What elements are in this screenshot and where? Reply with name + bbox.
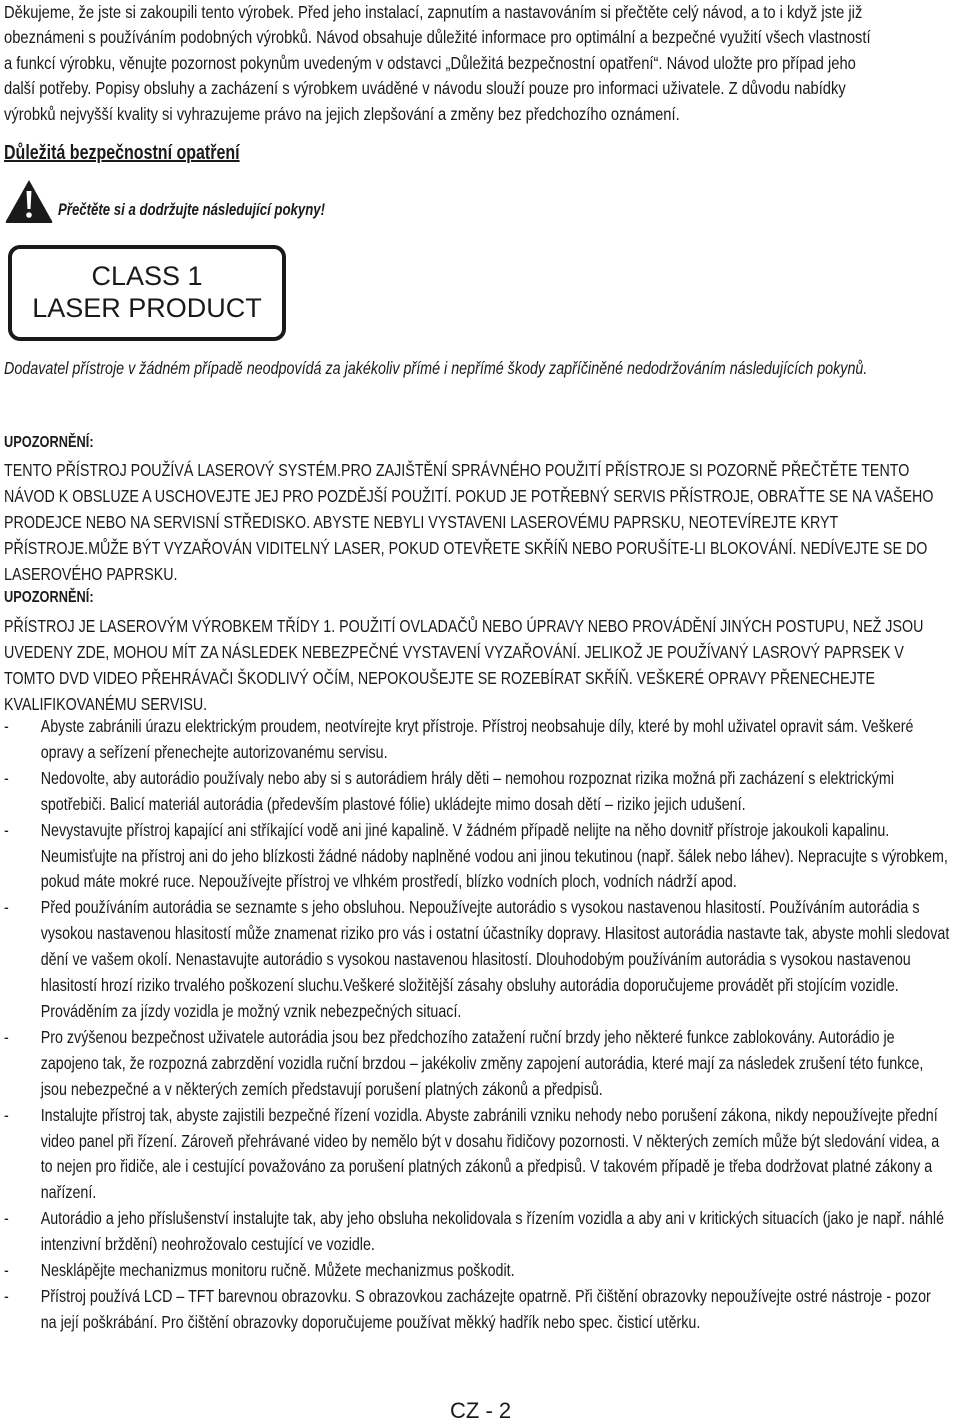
bullet-dash: - [4,767,9,788]
bullet-dash: - [4,897,9,918]
laser-label-line2: LASER PRODUCT [32,293,262,323]
intro-line: a funkcí výrobku, věnujte pozornost pokynům uvedeným v odstavci „Důležitá bezpečnostní opatření“. Návod uložte pro případ jeho [4,52,856,73]
list-item-text: Nesklápějte mechanizmus monitoru ručně. Můžete mechanizmus poškodit. [40,1260,515,1281]
list-item-text: Před používáním autorádia se seznamte s jeho obsluhou. Nepoužívejte autorádio s vysokou nastavenou hlasitostí. Používáním autorádia s vysokou nastavenou hlasitostí může znamenat riziko pro vás i ostatní účastníky dopravy. Hlasitost autorádia nastavte tak, abyste mohli sledovat dění ve vašem okolí. Nenastavujte autorádio s vysokou nastavenou hlasitostí. Dlouhodobým používáním autorádia s vysokou nastavenou hlasitostí hrozí riziko trvalého poškození sluchu.Veškeré složitější zásahy obsluhy autorádia doporučujeme provádět při stojícím vozidle. Prováděním za jízdy vozidla je možný vznik nebezpečných situací. [40,897,950,1021]
safety-heading: Důležitá bezpečnostní opatření [4,142,240,164]
bullet-dash: - [4,1104,9,1125]
list-item-text: Nevystavujte přístroj kapající ani stříkající vodě ani jiné kapalině. V žádném případě nelijte na něho dovnitř přístroje jakoukoli kapalinu. Neumisťujte na přístroj ani do jeho blízkosti žádné nádoby naplněné vodou ani jinou tekutinou (např. šálek nebo láhev). Nepracujte s výrobkem, pokud máte mokré ruce. Nepoužívejte přístroj ve vlhkém prostředí, blízko vodních ploch, vodních nádrží apod. [40,819,948,892]
caution-heading-1: UPOZORNĚNÍ: [4,434,94,451]
laser-label-line1: CLASS 1 [91,261,203,291]
list-item [4,1284,951,1336]
warning-text: Přečtěte si a dodržujte následující pokyny! [58,201,326,219]
caution-text-1: TENTO PŘÍSTROJ POUŽÍVÁ LASEROVÝ SYSTÉM.PRO ZAJIŠTĚNÍ SPRÁVNÉHO POUŽITÍ PŘÍSTROJE SI POZORNĚ PŘEČTĚTE TENTO NÁVOD K OBSLUZE A USCHOVEJTE JEJ PRO POZDĚJŠÍ POUŽITÍ. POKUD JE POTŘEBNÝ SERVIS PŘÍSTROJE, OBRAŤTE SE NA VAŠEHO PRODEJCE NEBO NA SERVISNÍ STŘEDISKO. ABYSTE NEBYLI VYSTAVENI LASEROVÉMU PAPRSKU, NEOTEVÍREJTE KRYT PŘÍSTROJE.MŮŽE BÝT VYZAŘOVÁN VIDITELNÝ LASER, POKUD OTEVŘETE SKŘÍŇ NEBO PORUŠÍTE-LI BLOKOVÁNÍ. NEDÍVEJTE SE DO LASEROVÉHO PAPRSKU. [4,460,934,584]
safety-instructions-list [4,714,951,1336]
bullet-dash: - [4,1026,9,1047]
caution-heading-2: UPOZORNĚNÍ: [4,589,94,606]
laser-class-label [8,245,286,341]
intro-line: Děkujeme, že jste si zakoupili tento výrobek. Před jeho instalací, zapnutím a nastavováním si přečtěte celý návod, a to i když jste již [4,2,863,22]
list-item-text: Autorádio a jeho příslušenství instalujte tak, aby jeho obsluha nekolidovala s řízením vozidla a aby ani v kritických situacích (jako je např. náhlé intenzivní brždění) neohrožovalo cestující ve vozidle. [40,1208,945,1255]
page-number: CZ - 2 [450,1398,512,1423]
caution-text-2: PŘÍSTROJ JE LASEROVÝM VÝROBKEM TŘÍDY 1. POUŽITÍ OVLADAČŮ NEBO ÚPRAVY NEBO PROVÁDĚNÍ JINÝCH POSTUPU, NEŽ JSOU UVEDENY ZDE, MOHOU MÍT ZA NÁSLEDEK NEBEZPEČNÉ VYSTAVENÍ VYZAŘOVÁNÍ. JELIKOŽ JE POUŽÍVANÝ LASROVÝ PAPRSEK V TOMTO DVD VIDEO PŘEHRÁVAČI ŠKODLIVÝ OČÍM, NEPOKOUŠEJTE SE ROZEBÍRAT SKŘÍŇ. VEŠKERÉ OPRAVY PŘENECHEJTE KVALIFIKOVANÉMU SERVISU. [4,616,924,714]
intro-line: výrobků nejvyšší kvality si vyhrazujeme právo na jejich zlepšování a změny bez předchozího oznámení. [4,103,680,124]
intro-line: obeznámeni s používáním podobných výrobků. Návod obsahuje důležité informace pro optimální a bezpečné využití všech vlastností [4,27,871,48]
list-item-text: Instalujte přístroj tak, abyste zajistili bezpečné řízení vozidla. Abyste zabránili vzniku nehody nebo porušení zákona, nikdy nepoužívejte přední video panel při řízení. Zároveň přehrávané video by nemělo být v dosahu řidičovy pozornosti. V některých zemích může být sledování videa, a to nejen pro řidiče, ale i cestující považováno za porušení platných zákonů a předpisů. V takovém případě je třeba dodržovat platné zákony a nařízení. [40,1104,940,1203]
list-item [4,1025,951,1103]
bullet-dash: - [4,1285,9,1306]
list-item-text: Přístroj používá LCD – TFT barevnou obrazovku. S obrazovkou zacházejte opatrně. Při čištění obrazovky nepoužívejte ostré nástroje - pozor na její poškrábání. Pro čištění obrazovky doporučujeme používat měkký hadřík nebo spec. čisticí utěrku. [40,1285,931,1332]
list-item [4,895,951,1025]
intro-line: další potřeby. Popisy obsluhy a zacházení s výrobkem uváděné v návodu slouží pouze pro informaci uživatele. Z důvodu nabídky [4,78,846,99]
warning-icon [4,178,54,224]
list-item [4,1103,951,1207]
list-item-text: Nedovolte, aby autorádio používaly nebo aby si s autorádiem hrály děti – nemohou rozpoznat rizika možná při zacházení s elektrickými spotřebiči. Balicí materiál autorádia (především plastové fólie) ukládejte mimo dosah dětí – riziko jejich udušení. [40,767,895,814]
list-item [4,818,951,896]
bullet-dash: - [4,819,9,840]
list-item [4,1206,951,1258]
list-item [4,1258,951,1284]
intro-paragraph [4,0,955,127]
bullet-dash: - [4,1208,9,1229]
list-item-text: Pro zvýšenou bezpečnost uživatele autorádia jsou bez předchozího zatažení ruční brzdy jeho některé funkce zablokovány. Autorádio je zapojeno tak, že rozpozná zabrzdění vozidla ruční brzdou – jakékoliv změny zapojení autorádia, které mají za následek zrušení této funkce, jsou nebezpečné a v některých zemích představují porušení platných zákonů a předpisů. [40,1026,924,1099]
list-item-text: Abyste zabránili úrazu elektrickým proudem, neotvírejte kryt přístroje. Přístroj neobsahuje díly, které by mohl uživatel opravit sám. Veškeré opravy a seřízení přenechejte autorizovanému servisu. [40,716,914,762]
list-item [4,766,951,818]
bullet-dash: - [4,716,9,736]
list-item [4,714,951,766]
bullet-dash: - [4,1260,9,1281]
disclaimer-text: Dodavatel přístroje v žádném případě neodpovídá za jakékoliv přímé i nepřímé škody zapříčiněné nedodržováním následujících pokynů. [4,358,868,378]
